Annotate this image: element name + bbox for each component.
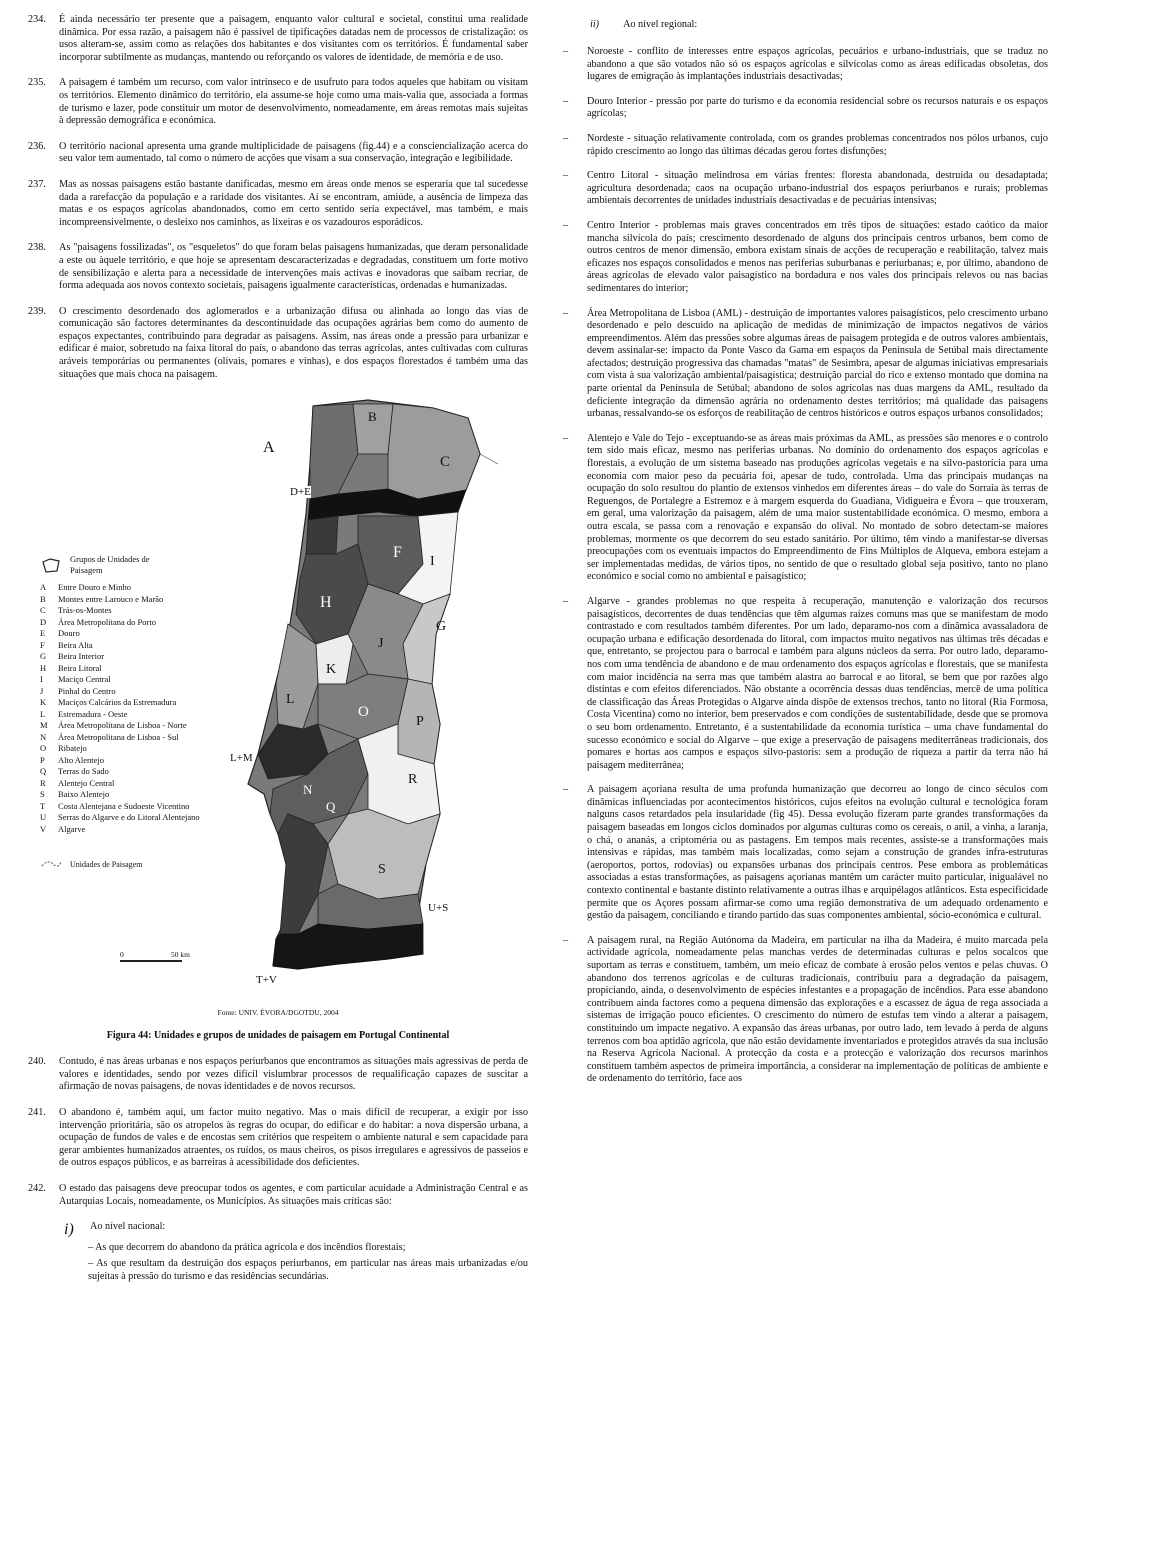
regional-bullet bbox=[560, 308, 1048, 421]
paragraph-text: O estado das paisagens deve preocupar todos os agentes, e com particular acuidade a Administração Central e as Autarquias Locais, nomeadamente, os Municípios. As situações mais críticas são: bbox=[59, 1183, 528, 1207]
legend-name: Área Metropolitana de Lisboa - Sul bbox=[58, 731, 179, 742]
bullet-dash: – bbox=[563, 307, 569, 319]
bullet-text: Algarve - grandes problemas no que respeita à recuperação, manutenção e valorização dos recursos paisagísticos, decorrentes de duas tendências que têm algumas raízes comuns mas que se manifestam de modo contrastado e com resultados também diferentes. Por um lado, deparamo-nos com a dinâmica avassaladora de ocupação urbana e edificação desordenada do litoral, com impactos muito negativos nas últimas três décadas e que, entretanto, se projectou para o barrocal e também para alguns núcleos da serra. Por outro lado, deparamo-nos com uma tendência de abandono e de mau ordenamento dos espaços agrícolas e florestais, que se manifesta com maior incidência na serra mas que também alastra ao barrocal e ao litoral, se bem que por razões algo distintas e com efeitos diferenciados. Não obstante a ocorrência dessas duas tendências, mercê de uma política de classificação das Áreas Protegidas o Algarve ainda dispõe de extensos trechos, tanto no litoral (Ria Formosa, Costa Vicentina) como no interior, bem preservados e com condições de sustentabilidade, desde que se promova o seu bom ordenamento. Entretanto, é a sustentabilidade da economia turística – uma chave fundamental do sucesso económico e social do Algarve – que exige a preservação de paisagens mediterrâneas tradicionais, dos pomares e hortas aos campos e espaços silvo-pastoris: sem a produção de riqueza a partir da terra não há paisagem mediterrânea; bbox=[587, 595, 1048, 771]
national-item-1: – As que decorrem do abandono da prática agrícola e dos incêndios florestais; bbox=[88, 1241, 406, 1253]
paragraph-text: O abandono é, também aqui, um factor muito negativo. Mas o mais difícil de recuperar, a exigir por isso intervenção prioritária, são os atropelos às regras do ocupar, do edificar e do habitar: a nova dispersão urbana, a ocupação de fundos de vales e de encostas sem critérios que respeitem o ambiente natural e sem capacidade para gerar ambientes humanizados atraentes, os ruídos, os maus cheiros, os pisos irregulares e agressivos de passeios e de outros espaços públicos, e as barreiras à acessibilidade dos deficientes. bbox=[59, 1107, 528, 1169]
figure-caption: Figura 44: Unidades e grupos de unidades de paisagem em Portugal Continental bbox=[106, 1030, 450, 1042]
bullet-text: Noroeste - conflito de interesses entre espaços agrícolas, pecuários e urbano-industriais, que se traduz no abandono a que são votados não só os espaços agrícolas e silvícolas como as áreas edificadas obsoletas, dos lugares de emigração às implantações industriais desactivadas; bbox=[587, 46, 1048, 83]
legend-code: Q bbox=[40, 766, 47, 777]
bullet-dash: – bbox=[563, 432, 569, 444]
legend-name: Área Metropolitana do Porto bbox=[58, 616, 156, 627]
legend-name: Estremadura - Oeste bbox=[58, 708, 128, 719]
regional-title: Ao nível regional: bbox=[623, 19, 698, 30]
regional-heading bbox=[560, 14, 1048, 32]
figure-44 bbox=[28, 394, 528, 1044]
map-label-o: O bbox=[358, 704, 369, 721]
scale-zero: 0 bbox=[120, 950, 124, 960]
map-label-k: K bbox=[326, 662, 337, 678]
legend-name: Montes entre Larouco e Marão bbox=[58, 593, 164, 604]
legend-code: C bbox=[40, 605, 46, 616]
paragraph-text: Mas as nossas paisagens estão bastante danificadas, mesmo em áreas onde menos se esperaria que tal sucedesse dada a rarefacção da população e a raridade dos visitantes. Aí se encontram, amiúde, a ausência de limpeza das matas e os espaços agrícolas abandonados, como em certo sentido seria expectável, mas também, e mais incompreensivelmente, o desleixo nos caminhos, as lixeiras e os vazadouros esporádicos. bbox=[59, 178, 528, 228]
paragraph bbox=[28, 179, 528, 229]
bullet-dash: – bbox=[563, 934, 569, 946]
unit-boundary-icon bbox=[40, 857, 62, 871]
map-label-l: L bbox=[286, 692, 295, 708]
paragraph bbox=[28, 14, 528, 64]
map-label-r: R bbox=[408, 772, 418, 788]
bullet-text: Centro Interior - problemas mais graves concentrados em três tipos de situações: estado caótico da maior mancha silvícola do país; crescimento desordenado de alguns dos principais centros urbanos, bem como de outros centros de menor dimensão, embora existam sinais de acções de recuperação e reabilitação, talvez mais eficazes nos espaços consolidados e menos nas periferias suburbanas e periurbanas; e, por último, abandono de áreas agrícolas de elevado valor paisagístico na bordadura e nos vales dos principais relevos ou nas bacias sedimentares do interior; bbox=[587, 219, 1048, 294]
map-label-lm: L+M bbox=[230, 752, 253, 765]
legend-code: O bbox=[40, 743, 47, 754]
bullet-dash: – bbox=[563, 219, 569, 231]
left-column bbox=[28, 14, 528, 1288]
legend-code: S bbox=[40, 789, 45, 800]
legend-code: N bbox=[40, 731, 47, 742]
map-label-de: D+E bbox=[290, 486, 311, 499]
legend-name: Entre Douro e Minho bbox=[58, 582, 131, 593]
bullet-dash: – bbox=[563, 132, 569, 144]
paragraph-text: O território nacional apresenta uma grande multiplicidade de paisagens (fig.44) e a consciencialização acerca do seu valor tem aumentado, tal como o número de acções que visam a sua conservação, integração e legibilidade. bbox=[59, 140, 528, 165]
portugal-map-svg bbox=[218, 394, 518, 1004]
bullet-dash: – bbox=[563, 784, 569, 796]
legend-name: Beira Litoral bbox=[58, 662, 102, 673]
legend-code: A bbox=[40, 582, 47, 593]
legend-code: U bbox=[40, 812, 47, 823]
legend-name: Maciços Calcários da Estremadura bbox=[58, 697, 177, 708]
legend-name: Trás-os-Montes bbox=[58, 605, 112, 616]
map-label-tv: T+V bbox=[256, 974, 277, 987]
portugal-map bbox=[218, 394, 518, 1004]
legend-name: Pinhal do Centro bbox=[58, 685, 116, 696]
map-label-n: N bbox=[303, 782, 313, 798]
bullet-text: Douro Interior - pressão por parte do turismo e da economia residencial sobre os recursos naturais e os espaços agrícolas; bbox=[587, 95, 1048, 120]
legend-name: Área Metropolitana de Lisboa - Norte bbox=[58, 720, 187, 731]
regional-bullet bbox=[560, 170, 1048, 208]
legend-code: B bbox=[40, 593, 46, 604]
map-label-i: I bbox=[430, 554, 435, 570]
legend-name: Beira Alta bbox=[58, 639, 93, 650]
right-column bbox=[560, 14, 1048, 1098]
scale-bar bbox=[120, 950, 190, 962]
paragraph-number: 240. bbox=[28, 1056, 46, 1068]
paragraph-text: A paisagem é também um recurso, com valor intrínseco e de usufruto para todos aqueles que habitam ou visitam os territórios. Elemento dinâmico do território, ela assume-se hoje como uma mais-valia que, associada a formas de turismo e lazer, pode constituir um motor de desenvolvimento, nomeadamente, em áreas remotas mais sujeitas à depressão demográfica e económica. bbox=[59, 77, 528, 127]
paragraph bbox=[28, 1183, 528, 1208]
paragraph-number: 237. bbox=[28, 178, 46, 190]
legend-code: E bbox=[40, 628, 46, 639]
legend-code: T bbox=[40, 800, 46, 811]
paragraph-number: 241. bbox=[28, 1107, 46, 1119]
bullet-text: Nordeste - situação relativamente controlada, com os grandes problemas concentrados nos pólos urbanos, cujo rápido crescimento ao longo das últimas décadas gerou fortes disfunções; bbox=[587, 132, 1048, 157]
paragraph-text: O crescimento desordenado dos aglomerados e a urbanização difusa ou alinhada ao longo das vias de comunicação são factores determinantes da descontinuidade das ocupações agrárias bem como do aumento de espaços expectantes, contribuindo para degradar as paisagens. Assim, nas áreas onde a pressão para urbanizar e edificar é maior, sobretudo na faixa litoral do país, o abandono das terras agrícolas, antes cultivadas com culturas aráveis temporárias ou permanentes (olivais, pomares e vinhas), e dos espaços florestados é também uma das situações que mais choca na paisagem. bbox=[59, 305, 528, 380]
map-label-s: S bbox=[378, 862, 386, 878]
regional-bullet bbox=[560, 96, 1048, 121]
regional-bullet bbox=[560, 433, 1048, 584]
bullet-dash: – bbox=[563, 595, 569, 607]
map-label-h: H bbox=[320, 594, 332, 612]
group-boundary-icon bbox=[40, 556, 62, 574]
legend-code: M bbox=[40, 720, 48, 731]
bullet-text: Alentejo e Vale do Tejo - exceptuando-se as áreas mais próximas da AML, as pressões são menores e o controlo tem sido mais eficaz, mesmo nas periferias urbanas. No domínio do ordenamento dos espaços agrícolas e florestais, a evolução de um sistema baseado nas produções agrícolas vegetais e na silvo-pastorícia para uma economia com maior peso da pecuária foi, apesar de tudo, controlada. Uma das principais mudanças na ocupação do solo resultou do plantio de extensos vinhedos em diferentes áreas – do vale do Sorraia às terras de Reguengos, de Portalegre a Estremoz e à margem esquerda do Guadiana, Vidigueira e Évora – que trouxeram, em geral, uma valorização da paisagem, além de uma maior sustentabilidade económica. O mesmo, embora a outra escala, se passa com a renovação e expansão do olival. No montado de sobro detectam-se maiores problemas, mormente os que decorrem do seu estado sanitário. Por último, têm vindo a manifestar-se diversas preocupações com os eventuais impactos do Empreendimento de Fins Múltiplos de Alqueva, embora estejam a ser implementadas medidas, de vários tipos, no sentido de que o resultado global seja positivo, tanto no plano económico e social como no ambiental e paisagístico; bbox=[587, 432, 1048, 583]
national-heading bbox=[28, 1221, 528, 1239]
map-label-j: J bbox=[378, 636, 384, 652]
units-label: Unidades de Paisagem bbox=[70, 859, 143, 869]
map-label-p: P bbox=[416, 714, 424, 730]
paragraph-number: 238. bbox=[28, 242, 46, 254]
paragraph bbox=[28, 1107, 528, 1170]
paragraph-text: Contudo, é nas áreas urbanas e nos espaços periurbanos que encontramos as situações mais agressivas de perda de valores e identidades, sendo por vezes difícil vislumbrar processos de requalificação capazes de suscitar a afirmação de novas paisagens, de novas identidades e de novos recursos. bbox=[59, 1056, 528, 1093]
map-label-q: Q bbox=[326, 799, 336, 815]
map-label-b: B bbox=[368, 409, 377, 425]
paragraph-text: É ainda necessário ter presente que a paisagem, enquanto valor cultural e societal, constitui uma realidade dinâmica. Por essa razão, a paisagem não é passível de tipificações datadas nem de processos de cristalização: os usos alteram-se, assim como as relações dos habitantes e dos visitantes com os territórios. É fundamental saber incorporar subtilmente as mudanças, mantendo ou reforçando os valores de identidade, de memória e de uso. bbox=[59, 14, 528, 63]
legend-code: L bbox=[40, 708, 46, 719]
legend-name: Maciço Central bbox=[58, 674, 111, 685]
legend-name: Alto Alentejo bbox=[58, 754, 105, 765]
legend-code: P bbox=[40, 754, 45, 765]
paragraph bbox=[28, 77, 528, 127]
national-title: Ao nível nacional: bbox=[90, 1221, 166, 1233]
map-label-g: G bbox=[436, 619, 447, 635]
map-label-c: C bbox=[440, 454, 451, 471]
figure-source: Fonte: UNIV. ÉVORA/DGOTDU, 2004 bbox=[217, 1008, 339, 1018]
bullet-dash: – bbox=[563, 95, 569, 107]
legend-code: G bbox=[40, 651, 47, 662]
legend-name: Serras do Algarve e do Litoral Alentejano bbox=[58, 812, 200, 823]
regional-bullet bbox=[560, 46, 1048, 84]
map-label-a: A bbox=[263, 439, 275, 457]
regional-marker: ii) bbox=[590, 19, 600, 30]
paragraph-group-1 bbox=[28, 14, 528, 381]
legend-code: R bbox=[40, 777, 46, 788]
paragraph-number: 242. bbox=[28, 1183, 46, 1194]
paragraph bbox=[28, 306, 528, 382]
scale-label: 50 km bbox=[171, 950, 190, 960]
national-marker: i) bbox=[64, 1221, 74, 1239]
legend-name: Algarve bbox=[58, 823, 86, 834]
legend-name: Baixo Alentejo bbox=[58, 789, 110, 800]
paragraph-text: As "paisagens fossilizadas", os "esqueletos" do que foram belas paisagens humanizadas, que deram personalidade a este ou àquele território, e que hoje se apresentam descaracterizadas e degradadas, constituem um forte motivo de sensibilização e alerta para a necessidade de intervenções mais activas e inovadoras que saibam recriar, de forma adequada aos novos contexto societais, paisagens igualmente características, ordenadas e humanizadas. bbox=[59, 242, 528, 292]
legend-title: Grupos de Unidades de Paisagem bbox=[70, 554, 150, 576]
legend-code: I bbox=[40, 674, 43, 685]
scale-line bbox=[120, 960, 182, 962]
legend-name: Costa Alentejana e Sudoeste Vicentino bbox=[58, 800, 190, 811]
legend-name: Terras do Sado bbox=[58, 766, 109, 777]
regional-bullet bbox=[560, 133, 1048, 158]
legend-name: Ribatejo bbox=[58, 743, 87, 754]
legend-code: J bbox=[40, 685, 44, 696]
paragraph bbox=[28, 1056, 528, 1094]
bullet-dash: – bbox=[563, 170, 569, 182]
paragraph-number: 235. bbox=[28, 77, 46, 89]
map-label-f: F bbox=[393, 544, 402, 562]
paragraph-number: 234. bbox=[28, 14, 46, 25]
paragraph-number: 236. bbox=[28, 140, 46, 152]
bullet-text: Centro Litoral - situação melindrosa em várias frentes: floresta abandonada, destruída ou desadaptada; agricultura desordenada; caos na ocupação urbano-industrial dos espaços periurbanos e rurais; problemas ambientais decorrentes de unidades industriais desactivadas e de pecuárias intensivas; bbox=[587, 170, 1048, 207]
legend-name: Alentejo Central bbox=[58, 777, 115, 788]
bullet-text: A paisagem açoriana resulta de uma profunda humanização que decorreu ao longo de cinco séculos com dinâmicas influenciadas por acontecimentos históricos, cujos efeitos na evolução cultural e tecnológica foram nalguns casos retardados pela insularidade (fig 45). Dessa evolução fizeram parte grandes transformações da paisagem baseadas em longos ciclos dominados por algumas culturas como os cereais, o anil, a vinha, a laranja, o chá, o ananás, a criptoméria ou as pastagens. Em tempos mais recentes, assiste-se a transformações mais intensivas e rápidas, mas também mais localizadas, como sejam a construção de grandes infra-estruturas (aeroportos, portos, rodovias) ou expansões urbanas dos principais centros. Pese embora as problemáticas associadas a estas transformações, as paisagens açorianas mantêm um carácter muito particular, inigualável no contexto continental e bastante distinto relativamente a outras ilhas e arquipélagos atlânticos. Esta especificidade permite que os Açores possam afirmar-se como uma região demonstrativa de um adequado ordenamento e gestão da paisagem, conciliando e tirando partido das suas componentes ambiental, sócio-económica e cultural. bbox=[587, 784, 1048, 922]
legend-name: Beira Interior bbox=[58, 651, 105, 662]
regional-bullet bbox=[560, 784, 1048, 923]
legend-code: V bbox=[40, 823, 47, 834]
regional-bullet bbox=[560, 596, 1048, 772]
paragraph bbox=[28, 242, 528, 292]
legend-code: H bbox=[40, 662, 47, 673]
bullet-text: A paisagem rural, na Região Autónoma da Madeira, em particular na ilha da Madeira, é muito marcada pela actividade agrícola, nomeadamente pelas manchas verdes de determinadas culturas e pelos socalcos que suportam as terras e constituem, também, um meio eficaz de combate à erosão pelos ventos e pelas chuvas. O abandono dos terrenos agrícolas e de culturas tradicionais, contribuiu para a degradação da paisagem, propiciando, ainda, o desenvolvimento de espécies infestantes e a propagação de incêndios. Para esse abandono contribuem ainda factores como a pequena dimensão das explorações e a escassez de água de rega associada a sistemas de irrigação pouco eficientes. O crescimento do número de estufas tem vindo a alterar a paisagem, constituindo um impacte negativo. A expansão das áreas urbanas, por outro lado, tem levado à perda de alguns terrenos com boa aptidão agrícola, que não estão devidamente inventariados e protegidos através da sua inclusão na Reserva Agrícola Nacional. A protecção da costa e a protecção e valorização dos recursos marinhos constituem também aspectos de primeira importância, a considerar na implementação de políticas de ambiente e de ordenamento do território, face aos bbox=[587, 934, 1048, 1085]
regional-bullets bbox=[560, 46, 1048, 1086]
regional-bullet bbox=[560, 935, 1048, 1086]
regional-bullet bbox=[560, 220, 1048, 296]
paragraph-group-2 bbox=[28, 1056, 528, 1208]
legend-code: D bbox=[40, 616, 47, 627]
bullet-text: Área Metropolitana de Lisboa (AML) - destruição de importantes valores paisagísticos, pelo crescimento urbano desordenado e pelo descuido na aplicação de medidas de minimização de impactos negativos de vários empreendimentos. Além das pressões sobre algumas áreas de paisagem protegida e de outros valores ambientais, devem assinalar-se: impacto da Ponte Vasco da Gama em espaços da Península de Setúbal mais directamente afectados; destruição progressiva das chamadas "matas" de Sesimbra, apesar de algumas iniciativas empresariais com vista à sua valorização ambiental/paisagística; destruição parcial do rico e extenso montado que domina na parte oriental da Península de Setúbal; abandono de solos agrícolas nas duas margens da AML, resultado da deficiente integração da dimensão agrária no ordenamento destes territórios; má qualidade das paisagens urbanas, ressalvando-se os esforços de reabilitação de centros históricos e outros espaços urbanos consolidados; bbox=[587, 307, 1048, 420]
map-label-us: U+S bbox=[428, 902, 449, 915]
paragraph-number: 239. bbox=[28, 305, 46, 317]
legend-code: F bbox=[40, 639, 45, 650]
bullet-dash: – bbox=[563, 46, 569, 57]
national-item-2: – As que resultam da destruição dos espaços periurbanos, em particular nas áreas mais urbanizadas e/ou sujeitas à pressão do turismo e das residências secundárias. bbox=[88, 1258, 528, 1282]
legend-code: K bbox=[40, 697, 47, 708]
paragraph bbox=[28, 141, 528, 166]
legend-name: Douro bbox=[58, 628, 80, 639]
